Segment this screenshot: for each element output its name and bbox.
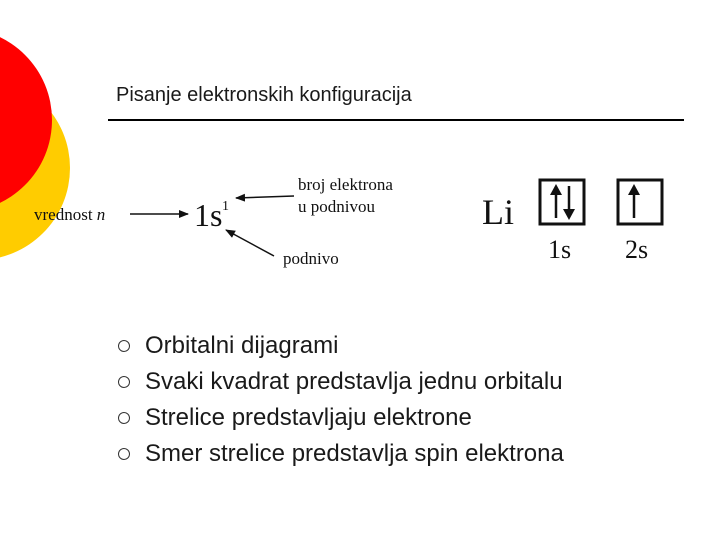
orbital-box-2s [618,180,662,224]
bullet-text: Strelice predstavljaju elektrone [145,404,472,431]
value-label: vrednost n [34,205,106,224]
electron-count-label-line1: broj elektrona [298,175,393,194]
notation-base: 1s [194,197,223,233]
bullet-list [118,328,564,472]
bullet-circle-icon [118,340,130,352]
title-underline [108,119,684,121]
bullet-text: Smer strelice predstavlja spin elektrona [145,440,564,467]
notation-exponent: 1 [222,199,229,214]
electron-count-label-line2: u podnivou [298,197,375,216]
orbital-box-1s [540,180,584,224]
sublevel-arrow [226,230,274,256]
spin-up-arrow [628,184,640,218]
bullet-circle-icon [118,448,130,460]
bullet-item [118,364,564,400]
orbital-label-2s: 2s [625,235,649,264]
electron-configuration-diagram [0,160,720,310]
bullet-circle-icon [118,412,130,424]
bullet-circle-icon [118,376,130,388]
bullet-item [118,328,564,364]
electron-count-arrow [236,196,294,198]
bullet-item [118,436,564,472]
bullet-item [118,400,564,436]
sublevel-label: podnivo [283,249,339,268]
bullet-text: Svaki kvadrat predstavlja jednu orbitalu [145,368,563,395]
orbital-label-1s: 1s [548,235,572,264]
spin-up-arrow [550,184,562,218]
element-symbol: Li [482,192,514,232]
bullet-text: Orbitalni dijagrami [145,332,339,359]
spin-down-arrow [563,186,575,220]
slide-title: Pisanje elektronskih konfiguracija [116,84,412,106]
